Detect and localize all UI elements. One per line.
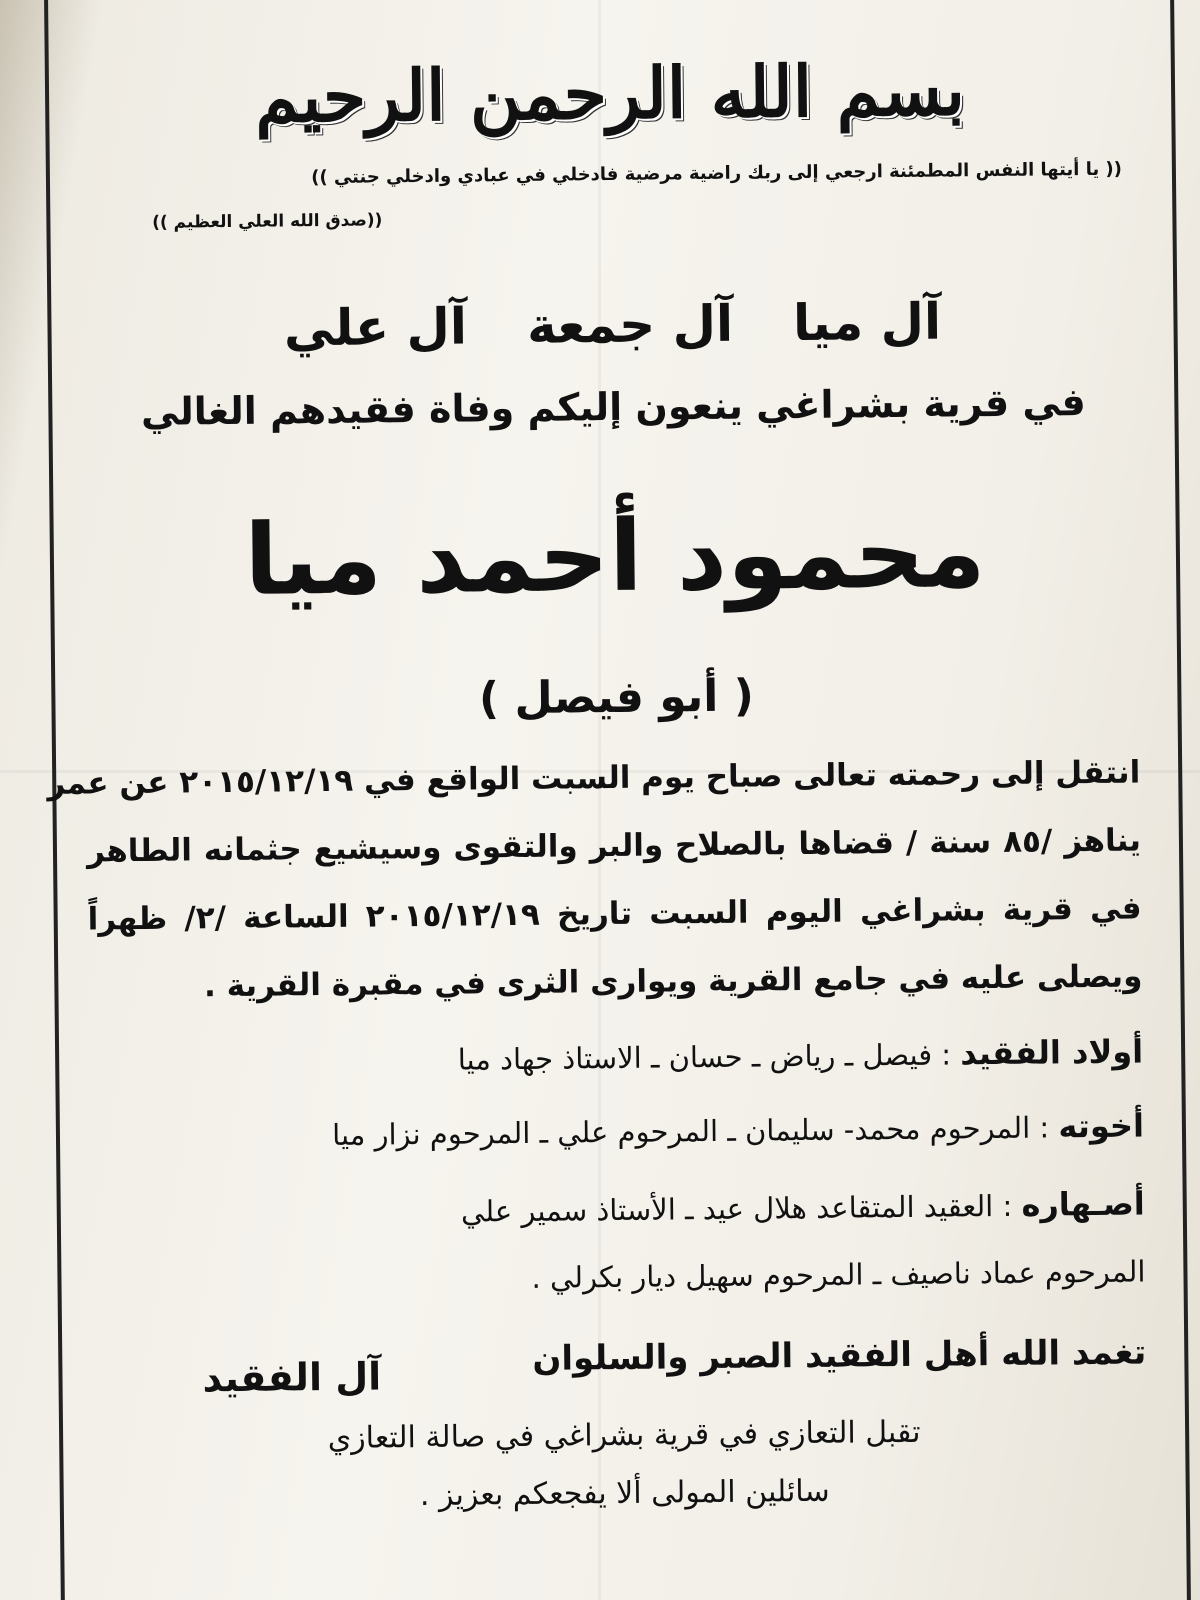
family-name: آل ميا (792, 292, 942, 353)
closing-prayer: سائلين المولى ألا يفجعكم بعزيز . (419, 1473, 830, 1514)
reception-info: تقبل التعازي في قرية بشراغي في صالة التعازي (327, 1414, 921, 1457)
inlaws-line-continued: المرحوم عماد ناصيف ـ المرحوم سهيل ديار بكرلي . (531, 1254, 1146, 1295)
brothers-names: : المرحوم محمد- سليمان ـ المرحوم علي ـ المرحوم نزار ميا (331, 1110, 1050, 1152)
inlaws-names: : العقيد المتقاعد هلال عيد ـ الأستاذ سمير علي (460, 1188, 1013, 1229)
brothers-label: أخوته (1058, 1106, 1145, 1146)
body-text-line: انتقل إلى رحمته تعالى صباح يوم السبت الواقع في ٢٠١٥/١٢/١٩ عن عمر (47, 754, 1141, 802)
brothers-line (90, 1106, 1144, 1155)
body-text-line: ويصلى عليه في جامع القرية ويوارى الثرى في مقبرة القرية . (203, 958, 1143, 1005)
inlaws-label: أصـهاره (1021, 1184, 1145, 1224)
body-text-line: يناهز /٨٥ سنة / قضاها بالصلاح والبر والتقوى وسيشيع جثمانه الطاهر (86, 822, 1142, 870)
family-name: آل علي (283, 297, 468, 358)
obituary-notice (44, 0, 1191, 1600)
family-signature: آل الفقيد (202, 1354, 382, 1401)
inlaws-line (91, 1184, 1145, 1233)
deceased-nickname: ( أبو فيصل ) (478, 670, 755, 725)
family-name: آل جمعة (526, 294, 734, 355)
body-text-line: في قرية بشراغي اليوم السبت تاريخ ٢٠١٥/١٢/١٩ الساعة /٢/ ظهراً (87, 890, 1142, 938)
deceased-name: محمود أحمد ميا (243, 496, 986, 618)
family-names (51, 290, 1174, 360)
condolence-text: تغمد الله أهل الفقيد الصبر والسلوان (532, 1332, 1147, 1379)
sons-names: : فيصل ـ رياض ـ حسان ـ الاستاذ جهاد ميا (457, 1037, 952, 1077)
verse-closing: ((صدق الله العلي العظيم )) (152, 210, 383, 233)
sons-line (89, 1032, 1143, 1081)
sons-label: أولاد الفقيد (960, 1032, 1144, 1073)
quran-verse: (( يا أيتها النفس المطمئنة ارجعي إلى ربك راضية مرضية فادخلي في عبادي وادخلي جنتي )) (311, 158, 1123, 189)
basmala-heading: بسم الله الرحمن الرحيم (254, 48, 966, 139)
death-announcement: في قرية بشراغي ينعون إليكم وفاة فقيدهم الغالي (140, 380, 1086, 434)
